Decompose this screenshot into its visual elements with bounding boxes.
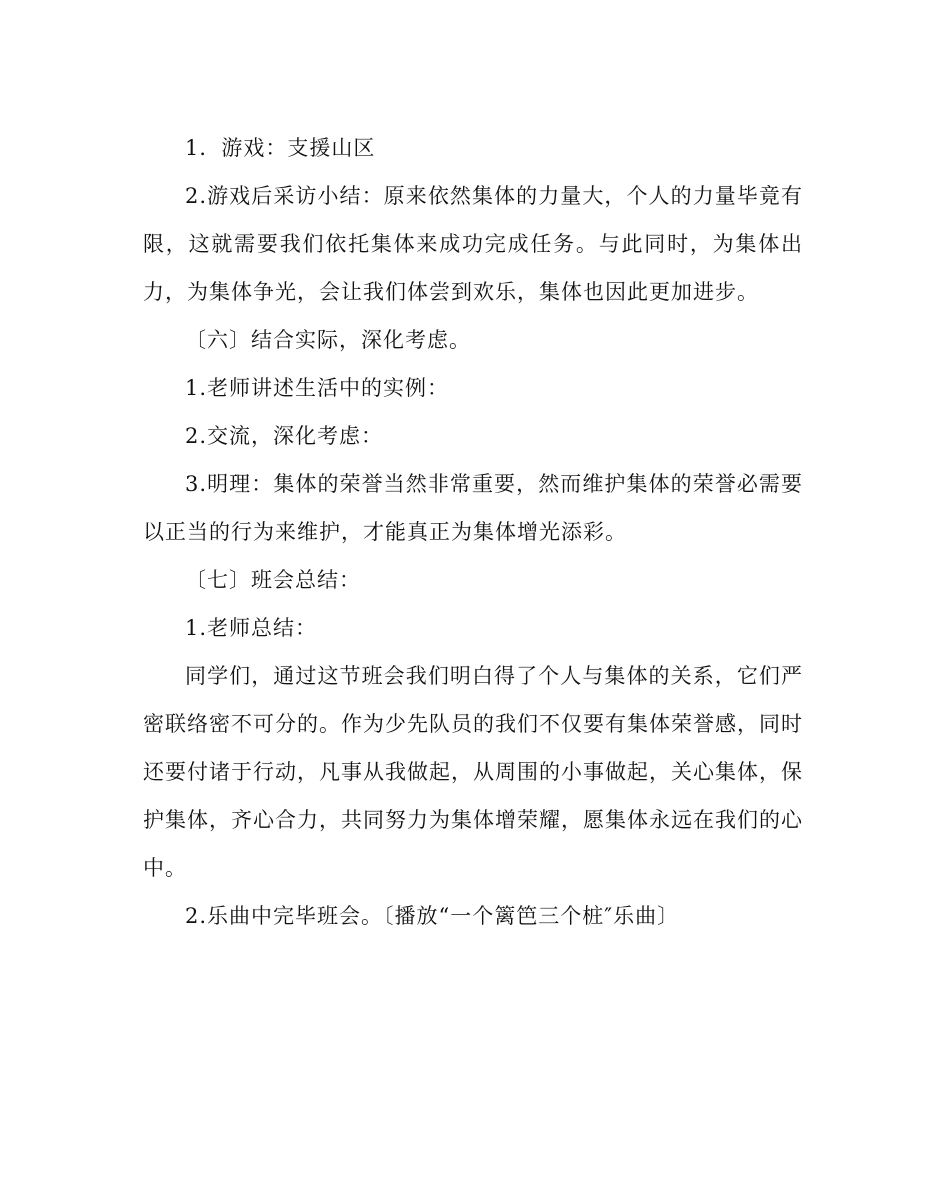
paragraph-discussion: 2.交流，深化考虑： xyxy=(185,424,384,448)
paragraph-closing-music: 2.乐曲中完毕班会。〔播放“一个篱笆三个桩″乐曲〕 xyxy=(185,904,680,928)
paragraph-closing-speech: 同学们，通过这节班会我们明白得了个人与集体的关系，它们严密联络密不可分的。作为少先队员的我们不仅要有集体荣誉感，同时还要付诸于行动，凡事从我做起，从周围的小事做起，关心集体，保护集体，齐心合力，共同努力为集体增荣耀，愿集体永远在我们的心中。 xyxy=(143,664,803,880)
paragraph-section-seven-heading: 〔七〕班会总结： xyxy=(185,568,361,592)
paragraph-teacher-examples: 1.老师讲述生活中的实例： xyxy=(185,376,450,400)
paragraph-reasoning: 3.明理：集体的荣誉当然非常重要，然而维护集体的荣誉必需要以正当的行为来维护，才能真正为集体增光添彩。 xyxy=(143,472,803,544)
paragraph-game-title: 1．游戏：支援山区 xyxy=(185,136,376,160)
paragraph-teacher-summary: 1.老师总结： xyxy=(185,616,318,640)
document-body xyxy=(143,124,803,940)
paragraph-game-summary: 2.游戏后采访小结：原来依然集体的力量大，个人的力量毕竟有限，这就需要我们依托集体来成功完成任务。与此同时，为集体出力，为集体争光，会让我们体尝到欢乐，集体也因此更加进步。 xyxy=(143,184,803,304)
paragraph-section-six-heading: 〔六〕结合实际，深化考虑。 xyxy=(185,328,471,352)
